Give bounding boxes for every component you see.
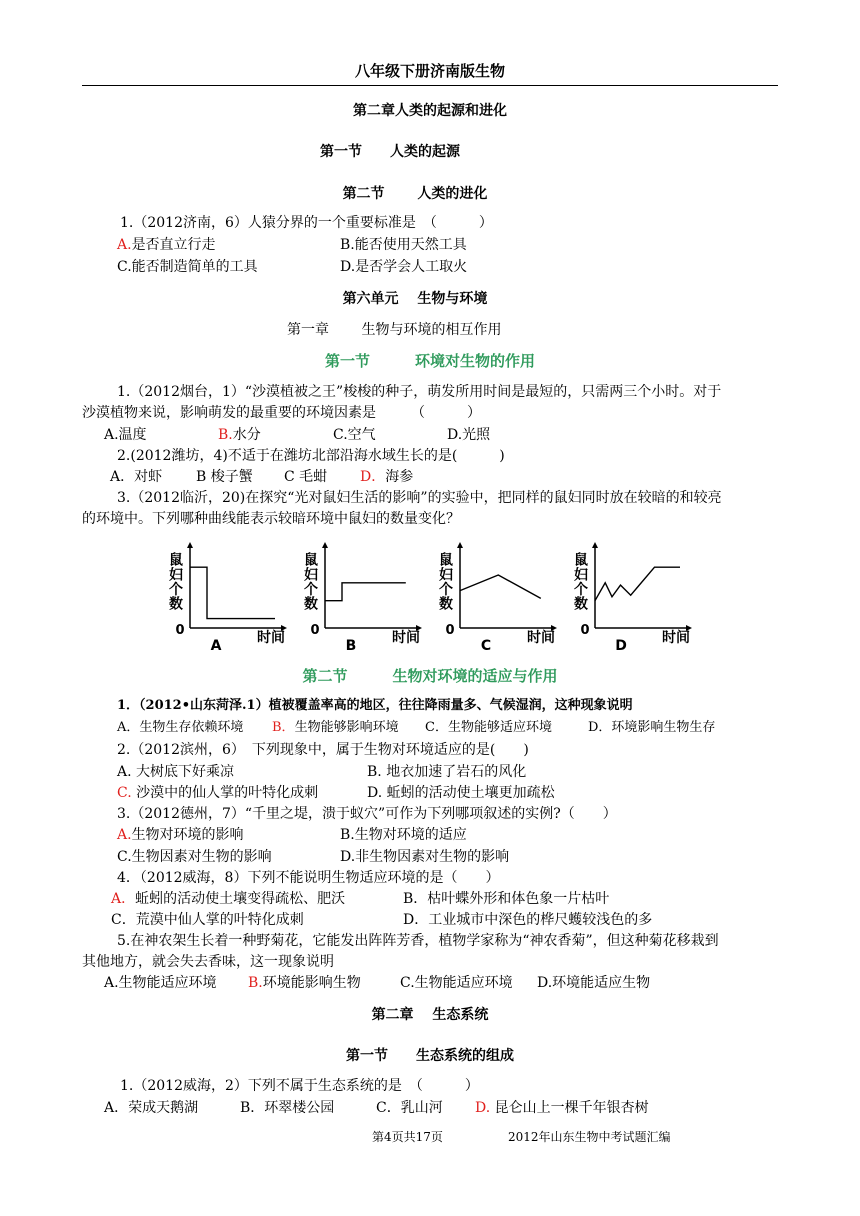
axis-origin: 0 xyxy=(445,623,455,638)
y-axis-arrow xyxy=(187,542,193,548)
y-axis-label: 鼠妇个数 xyxy=(439,552,453,613)
question-stem: 2.（2012滨州，6） 下列现象中，属于生物对环境适应的是( ) xyxy=(117,742,529,758)
option-b: B.环境能影响生物 xyxy=(248,975,361,991)
option-d: D．工业城市中深色的桦尺蠖较浅色的多 xyxy=(403,912,653,928)
panel-label: B xyxy=(345,638,357,654)
answer-letter: B． xyxy=(272,720,295,735)
question-stem: 1.（2012济南，6）人猿分界的一个重要标准是 （ ） xyxy=(120,215,493,231)
option-d: D.光照 xyxy=(447,427,491,443)
option-c: C．生物能够适应环境 xyxy=(425,720,552,735)
option-c: C.生物因素对生物的影响 xyxy=(117,849,272,865)
option-d: D．海参 xyxy=(360,469,414,485)
option-c: C.生物能适应环境 xyxy=(400,975,513,991)
question-stem: 其他地方，就会失去香味，这一现象说明 xyxy=(82,954,334,970)
option-c: C．乳山河 xyxy=(376,1100,443,1116)
question-stem: 4．（2012威海，8）下列不能说明生物适应环境的是（ ） xyxy=(117,870,500,886)
option-b: B. 地衣加速了岩石的风化 xyxy=(367,764,527,780)
y-axis-label: 鼠妇个数 xyxy=(169,552,183,613)
answer-letter: B. xyxy=(248,975,263,991)
option-a: A．对虾 xyxy=(110,469,163,485)
option-b: B.能否使用天然工具 xyxy=(340,237,467,253)
section-heading: 第二节 生物对环境的适应与作用 xyxy=(302,667,558,685)
answer-letter: A. xyxy=(117,237,132,253)
option-b: B．生物能够影响环境 xyxy=(272,720,399,735)
footer-source: 2012年山东生物中考试题汇编 xyxy=(508,1130,671,1144)
question-stem: 3.（2012德州，7）“千里之堤，溃于蚁穴”可作为下列哪项叙述的实例?（ ） xyxy=(117,806,617,822)
x-axis-label: 时间 xyxy=(662,630,690,646)
question-stem: 1．（2012•山东菏泽.1）植被覆盖率高的地区，往往降雨量多、气候湿润，这种现象说明 xyxy=(117,698,633,713)
section-heading: 第一节 环境对生物的作用 xyxy=(324,352,535,370)
chapter-heading: 第二章 生态系统 xyxy=(371,1007,489,1023)
series-line xyxy=(325,583,406,601)
header-rule xyxy=(82,85,778,86)
answer-letter: A． xyxy=(111,891,136,907)
question-stem: 1.（2012威海，2）下列不属于生态系统的是 （ ） xyxy=(120,1078,479,1094)
unit-heading: 第六单元 生物与环境 xyxy=(342,291,488,307)
answer-letter: B. xyxy=(218,427,233,443)
option-a: A．生物生存依赖环境 xyxy=(117,720,244,735)
chapter-heading: 第二章人类的起源和进化 xyxy=(353,103,507,119)
y-axis-arrow xyxy=(457,542,463,548)
option-d: D. 蚯蚓的活动使土壤更加疏松 xyxy=(367,785,555,801)
footer-page: 第4页共17页 xyxy=(372,1130,443,1144)
x-axis-label: 时间 xyxy=(392,630,420,646)
option-d: D.非生物因素对生物的影响 xyxy=(340,849,510,865)
question-stem: 2.(2012潍坊，4)不适于在潍坊北部沿海水域生长的是( ) xyxy=(117,448,505,464)
option-c: C.空气 xyxy=(333,427,376,443)
option-d: D. 昆仑山上一棵千年银杏树 xyxy=(475,1100,649,1116)
panel-label: A xyxy=(210,638,222,654)
question-stem: 5.在神农架生长着一种野菊花，它能发出阵阵芳香，植物学家称为“神农香菊”，但这种菊花移栽到 xyxy=(117,933,719,949)
graph-panels xyxy=(150,540,710,655)
option-b: B 梭子蟹 xyxy=(196,469,253,485)
option-c: C 毛蚶 xyxy=(284,469,328,485)
series-line xyxy=(190,567,275,618)
option-a: A.是否直立行走 xyxy=(117,237,216,253)
panel-label: C xyxy=(480,638,492,654)
answer-letter: C. xyxy=(117,785,132,801)
answer-letter: A. xyxy=(117,827,132,843)
option-c: C.能否制造简单的工具 xyxy=(117,259,258,275)
option-d: D．环境影响生物生存 xyxy=(588,720,716,735)
series-line xyxy=(460,575,541,598)
section-heading: 第一节 人类的起源 xyxy=(320,144,460,160)
question-stem: 3.（2012临沂，20)在探究“光对鼠妇生活的影响”的实验中，把同样的鼠妇同时放在较暗的和较亮 xyxy=(117,490,722,506)
chapter-heading: 第一章 生物与环境的相互作用 xyxy=(287,322,502,338)
option-b: B．枯叶蝶外形和体色象一片枯叶 xyxy=(403,891,610,907)
question-stem: 1.（2012烟台，1）“沙漠植被之王”梭梭的种子，萌发所用时间是最短的，只需两三个小时。对于 xyxy=(117,384,722,400)
question-stem: 的环境中。下列哪种曲线能表示较暗环境中鼠妇的数量变化？ xyxy=(82,511,460,527)
option-a: A．荣成天鹅湖 xyxy=(104,1100,199,1116)
answer-letter: D. xyxy=(475,1100,491,1116)
y-axis-arrow xyxy=(592,542,598,548)
option-a: A. 大树底下好乘凉 xyxy=(117,764,235,780)
option-a: A.生物能适应环境 xyxy=(104,975,217,991)
y-axis-arrow xyxy=(322,542,328,548)
option-b: B.生物对环境的适应 xyxy=(340,827,467,843)
header-title: 八年级下册济南版生物 xyxy=(354,62,505,80)
axis-origin: 0 xyxy=(580,623,590,638)
axis-origin: 0 xyxy=(175,623,185,638)
section-heading: 第一节 生态系统的组成 xyxy=(346,1048,514,1064)
option-d: D.环境能适应生物 xyxy=(537,975,651,991)
series-line xyxy=(595,567,680,601)
option-c: C. 沙漠中的仙人掌的叶特化成刺 xyxy=(117,785,319,801)
section-heading: 第二节 人类的进化 xyxy=(342,186,488,202)
x-axis-label: 时间 xyxy=(527,630,555,646)
option-a: A.生物对环境的影响 xyxy=(117,827,244,843)
option-a: A.温度 xyxy=(104,427,147,443)
option-b: B.水分 xyxy=(218,427,261,443)
y-axis-label: 鼠妇个数 xyxy=(304,552,318,613)
option-d: D.是否学会人工取火 xyxy=(340,259,468,275)
option-c: C．荒漠中仙人掌的叶特化成刺 xyxy=(111,912,304,928)
option-b: B．环翠楼公园 xyxy=(240,1100,335,1116)
axis-origin: 0 xyxy=(310,623,320,638)
y-axis-label: 鼠妇个数 xyxy=(574,552,588,613)
answer-letter: D． xyxy=(360,469,386,485)
question-stem: 沙漠植物来说，影响萌发的最重要的环境因素是 （ ） xyxy=(82,405,481,421)
option-a: A．蚯蚓的活动使土壤变得疏松、肥沃 xyxy=(111,891,346,907)
panel-label: D xyxy=(615,638,627,654)
x-axis-label: 时间 xyxy=(257,630,285,646)
